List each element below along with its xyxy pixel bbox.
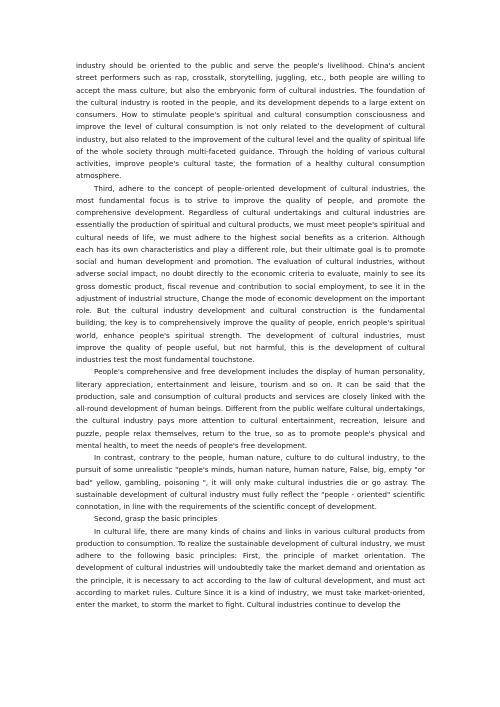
section-heading: Second, grasp the basic principles — [94, 514, 218, 524]
document-page — [76, 60, 425, 611]
body-paragraph: Third, adhere to the concept of people-oriented development of cultural industries, the most fundamental focus is to strive to improve the quality of people, and promote the comprehensive development. Regardless of cultural undertakings and cultural industries are essentially the production of spiritual and cultural products, we must meet people's spiritual and cultural needs of life, we must adhere to the highest social benefits as a criterion. Although each has its own characteristics and play a different role, but their ultimate goal is to promote social and human development and promotion. The evaluation of cultural industries, without adverse social impact, no doubt directly to the economic criteria to evaluate, mainly to see its gross domestic product, fiscal revenue and contribution to social employment, to see it in the adjustment of industrial structure, Change the mode of economic development on the important role. But the cultural industry development and cultural construction is the fundamental building, the key is to comprehensively improve the quality of people, enrich people's spiritual world, enhance people's spiritual strength. The development of cultural industries, must improve the quality of people useful, but not harmful, this is the development of cultural industries test the most fundamental touchstone. — [76, 183, 425, 364]
body-paragraph: industry should be oriented to the public and serve the people's livelihood. China's ancient street performers such as rap, crosstalk, storytelling, juggling, etc., both people are willing to accept the mass culture, but also the embryonic form of cultural industries. The foundation of the cultural industry is rooted in the people, and its development depends to a large extent on consumers. How to stimulate people's spiritual and cultural consumption consciousness and improve the level of cultural consumption is not only related to the development of cultural industry, but also related to the improvement of the cultural level and the quality of spiritual life of the whole society through multi-faceted guidance. Through the holding of various cultural activities, improve people's cultural taste, the formation of a healthy cultural consumption atmosphere. — [76, 61, 425, 181]
body-paragraph: In cultural life, there are many kinds of chains and links in various cultural products from production to consumption. To realize the sustainable development of cultural industry, we must adhere to the following basic principles: First, the principle of market orientation. The development of cultural industries will undoubtedly take the market demand and orientation as the principle, it is necessary to act according to the law of cultural development, and must act according to market rules. Culture Since it is a kind of industry, we must take market-oriented, enter the market, to storm the market to fight. Cultural industries continue to develop the — [76, 526, 425, 609]
body-paragraph: In contrast, contrary to the people, human nature, culture to do cultural industry, to the pursuit of some unrealistic "people's minds, human nature, human nature, False, big, empty "or bad" yellow, gambling, poisoning ", it will only make cultural industries die or go astray. The sustainable development of cultural industry must fully reflect the "people - oriented" scientific connotation, in line with the requirements of the scientific concept of development. — [76, 453, 425, 511]
body-paragraph: People's comprehensive and free development includes the display of human personality, literary appreciation, entertainment and leisure, tourism and so on. It can be said that the production, sale and consumption of cultural products and services are closely linked with the all-round development of human beings. Different from the public welfare cultural undertakings, the cultural industry pays more attention to cultural entertainment, recreation, leisure and puzzle, people relax themselves, return to the true, so as to promote people's physical and mental health, to meet the needs of people's free development. — [76, 367, 425, 450]
